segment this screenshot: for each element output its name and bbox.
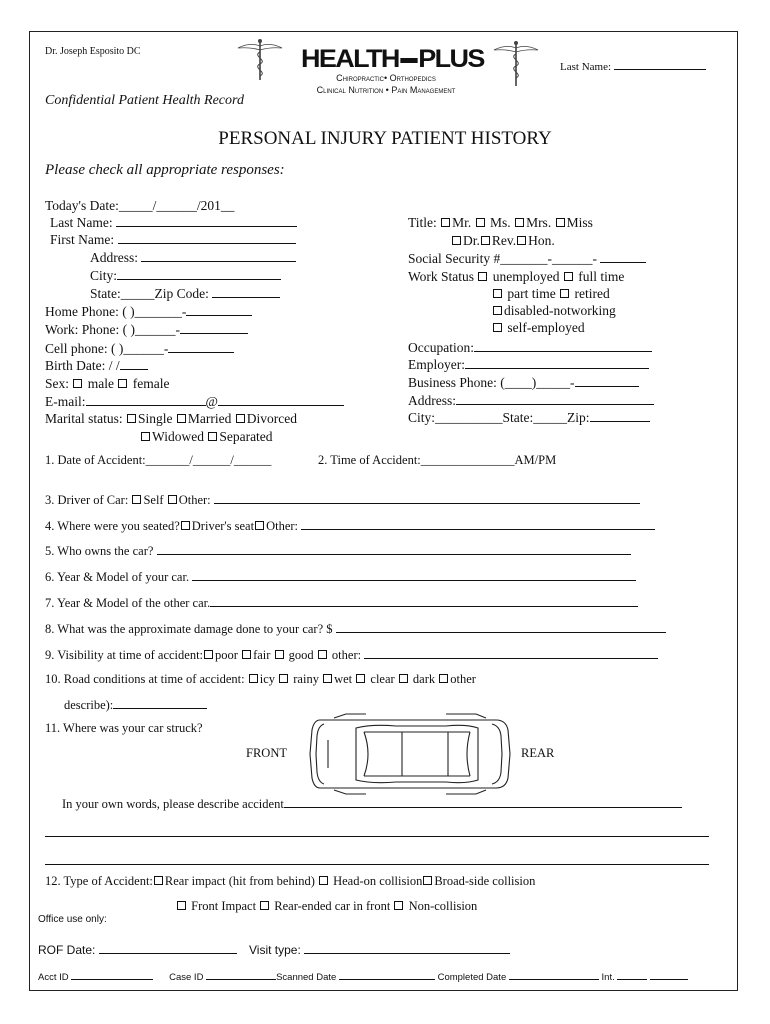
q12-rear-checkbox[interactable]	[154, 876, 163, 885]
q4-driver-checkbox[interactable]	[181, 521, 190, 530]
cell-phone-field[interactable]: Cell phone: ( )______-	[45, 341, 234, 357]
case-id-field[interactable]: Case ID	[169, 972, 276, 983]
tagline	[296, 72, 476, 96]
q12-rearended-checkbox[interactable]	[260, 901, 269, 910]
last-name-field[interactable]: Last Name:	[50, 215, 297, 231]
q10-clear-checkbox[interactable]	[356, 674, 365, 683]
q7-other-car[interactable]: 7. Year & Model of the other car.	[45, 595, 638, 611]
doctor-name: Dr. Joseph Esposito DC	[45, 46, 141, 57]
form-title: PERSONAL INJURY PATIENT HISTORY	[218, 128, 552, 149]
address-field[interactable]: Address:	[90, 250, 296, 266]
sex-field: Sex: male female	[45, 376, 170, 391]
state-zip-field[interactable]: State:_____Zip Code:	[90, 286, 280, 302]
occupation-field[interactable]: Occupation:	[408, 340, 652, 356]
marital-single-checkbox[interactable]	[127, 414, 136, 423]
q2-time-of-accident[interactable]: 2. Time of Accident:_______________AM/PM	[318, 453, 557, 467]
title-rev-checkbox[interactable]	[481, 236, 490, 245]
instructions: Please check all appropriate responses:	[45, 162, 285, 178]
tagline-line-1: Chiropractic• Orthopedics	[336, 73, 436, 83]
q3-other-line[interactable]	[214, 492, 640, 504]
todays-date-field[interactable]: Today's Date:_____/______/201__	[45, 198, 235, 213]
completed-date-field[interactable]: Completed Date	[438, 972, 599, 983]
confidential-label: Confidential Patient Health Record	[45, 93, 244, 108]
employer-field[interactable]: Employer:	[408, 357, 649, 373]
q10-icy-checkbox[interactable]	[249, 674, 258, 683]
q3-driver: 3. Driver of Car: Self Other:	[45, 492, 640, 508]
city-state-zip-field[interactable]: City:__________State:_____Zip:	[408, 410, 650, 426]
marital-status-field: Marital status: Single Married Divorced	[45, 411, 297, 426]
q10-describe[interactable]: describe):	[64, 697, 207, 713]
marital-married-checkbox[interactable]	[177, 414, 186, 423]
q4-other-line[interactable]	[301, 518, 655, 530]
health-plus-logo: HEALTH PLUS	[301, 45, 484, 73]
marital-divorced-checkbox[interactable]	[236, 414, 245, 423]
ws-parttime-checkbox[interactable]	[493, 289, 502, 298]
q6-your-car[interactable]: 6. Year & Model of your car.	[45, 569, 636, 585]
rear-label: REAR	[521, 746, 555, 760]
scanned-date-field[interactable]: Scanned Date	[276, 972, 435, 983]
birth-date-field[interactable]: Birth Date: / /	[45, 358, 148, 374]
work-status-field-2: part time retired	[492, 286, 610, 302]
work-status-field-3: disabled-notworking	[492, 303, 616, 319]
q5-owner[interactable]: 5. Who owns the car?	[45, 543, 631, 559]
q9-good-checkbox[interactable]	[275, 650, 284, 659]
ws-disabled-checkbox[interactable]	[493, 306, 502, 315]
home-phone-field[interactable]: Home Phone: ( )_______-	[45, 304, 252, 320]
q10-road-conditions: 10. Road conditions at time of accident: icy rainy wet clear dark other	[45, 672, 476, 686]
first-name-field[interactable]: First Name:	[50, 232, 296, 248]
q9-visibility: 9. Visibility at time of accident: poor fair good other:	[45, 647, 658, 663]
ws-self-checkbox[interactable]	[493, 323, 502, 332]
marital-status-field-2: Widowed Separated	[140, 429, 273, 445]
work-status-field-4: self-employed	[492, 320, 585, 336]
q3-other-checkbox[interactable]	[168, 495, 177, 504]
q12-headon-checkbox[interactable]	[319, 876, 328, 885]
q11-car-struck: 11. Where was your car struck?	[45, 721, 203, 735]
ws-unemployed-checkbox[interactable]	[478, 272, 487, 281]
title-hon-checkbox[interactable]	[517, 236, 526, 245]
title-miss-checkbox[interactable]	[556, 218, 565, 227]
work-status-field: Work Status unemployed full time	[408, 269, 625, 284]
marital-widowed-checkbox[interactable]	[141, 432, 150, 441]
q10-rainy-checkbox[interactable]	[279, 674, 288, 683]
describe-line-2[interactable]	[45, 836, 709, 837]
office-use-label: Office use only:	[38, 914, 107, 925]
rof-date-field[interactable]: ROF Date:	[38, 942, 237, 957]
describe-line-3[interactable]	[45, 864, 709, 865]
q10-dark-checkbox[interactable]	[399, 674, 408, 683]
city-field[interactable]: City:	[90, 268, 281, 284]
title-ms-checkbox[interactable]	[476, 218, 485, 227]
q4-other-checkbox[interactable]	[255, 521, 264, 530]
sex-female-checkbox[interactable]	[118, 379, 127, 388]
int-field[interactable]: Int.	[602, 972, 688, 983]
title-field-2: Dr. Rev. Hon.	[451, 233, 555, 249]
q12-noncollision-checkbox[interactable]	[394, 901, 403, 910]
sex-male-checkbox[interactable]	[73, 379, 82, 388]
title-field: Title: Mr. Ms. Mrs. Miss	[408, 215, 593, 230]
office-ids-row	[38, 971, 688, 983]
q1-date-of-accident[interactable]: 1. Date of Accident:_______/______/______	[45, 453, 272, 467]
visit-type-field[interactable]: Visit type:	[249, 942, 510, 957]
q10-other-checkbox[interactable]	[439, 674, 448, 683]
email-field[interactable]: E-mail: @	[45, 394, 344, 410]
title-mrs-checkbox[interactable]	[515, 218, 524, 227]
ws-retired-checkbox[interactable]	[560, 289, 569, 298]
marital-separated-checkbox[interactable]	[208, 432, 217, 441]
caduceus-left-icon	[236, 38, 284, 82]
q9-other-line[interactable]	[364, 647, 658, 659]
q12-type-row-2: Front Impact Rear-ended car in front Non-collision	[176, 899, 477, 914]
tagline-line-2: Clinical Nutrition • Pain Management	[316, 85, 456, 95]
q9-fair-checkbox[interactable]	[242, 650, 251, 659]
ssn-field[interactable]: Social Security #_______-______-	[408, 251, 646, 267]
q12-front-checkbox[interactable]	[177, 901, 186, 910]
q8-damage[interactable]: 8. What was the approximate damage done to your car? $	[45, 621, 666, 637]
car-diagram[interactable]	[306, 710, 512, 798]
q9-other-checkbox[interactable]	[318, 650, 327, 659]
work-phone-field[interactable]: Work: Phone: ( )______-	[45, 322, 248, 338]
caduceus-right-icon	[492, 40, 540, 88]
describe-accident-field[interactable]: In your own words, please describe accident	[62, 796, 682, 812]
business-phone-field[interactable]: Business Phone: (____)_____-	[408, 375, 639, 391]
header-last-name: Last Name:	[560, 58, 706, 73]
front-label: FRONT	[246, 746, 287, 760]
acct-id-field[interactable]: Acct ID	[38, 972, 153, 983]
q10-wet-checkbox[interactable]	[323, 674, 332, 683]
business-address-field[interactable]: Address:	[408, 393, 654, 409]
title-dr-checkbox[interactable]	[452, 236, 461, 245]
title-mr-checkbox[interactable]	[441, 218, 450, 227]
ws-fulltime-checkbox[interactable]	[564, 272, 573, 281]
q12-type-of-accident: 12. Type of Accident: Rear impact (hit from behind) Head-on collision Broad-side collision	[45, 874, 536, 888]
q4-seated: 4. Where were you seated? Driver's seat Other:	[45, 518, 655, 534]
q12-broadside-checkbox[interactable]	[423, 876, 432, 885]
q3-self-checkbox[interactable]	[132, 495, 141, 504]
q9-poor-checkbox[interactable]	[204, 650, 213, 659]
